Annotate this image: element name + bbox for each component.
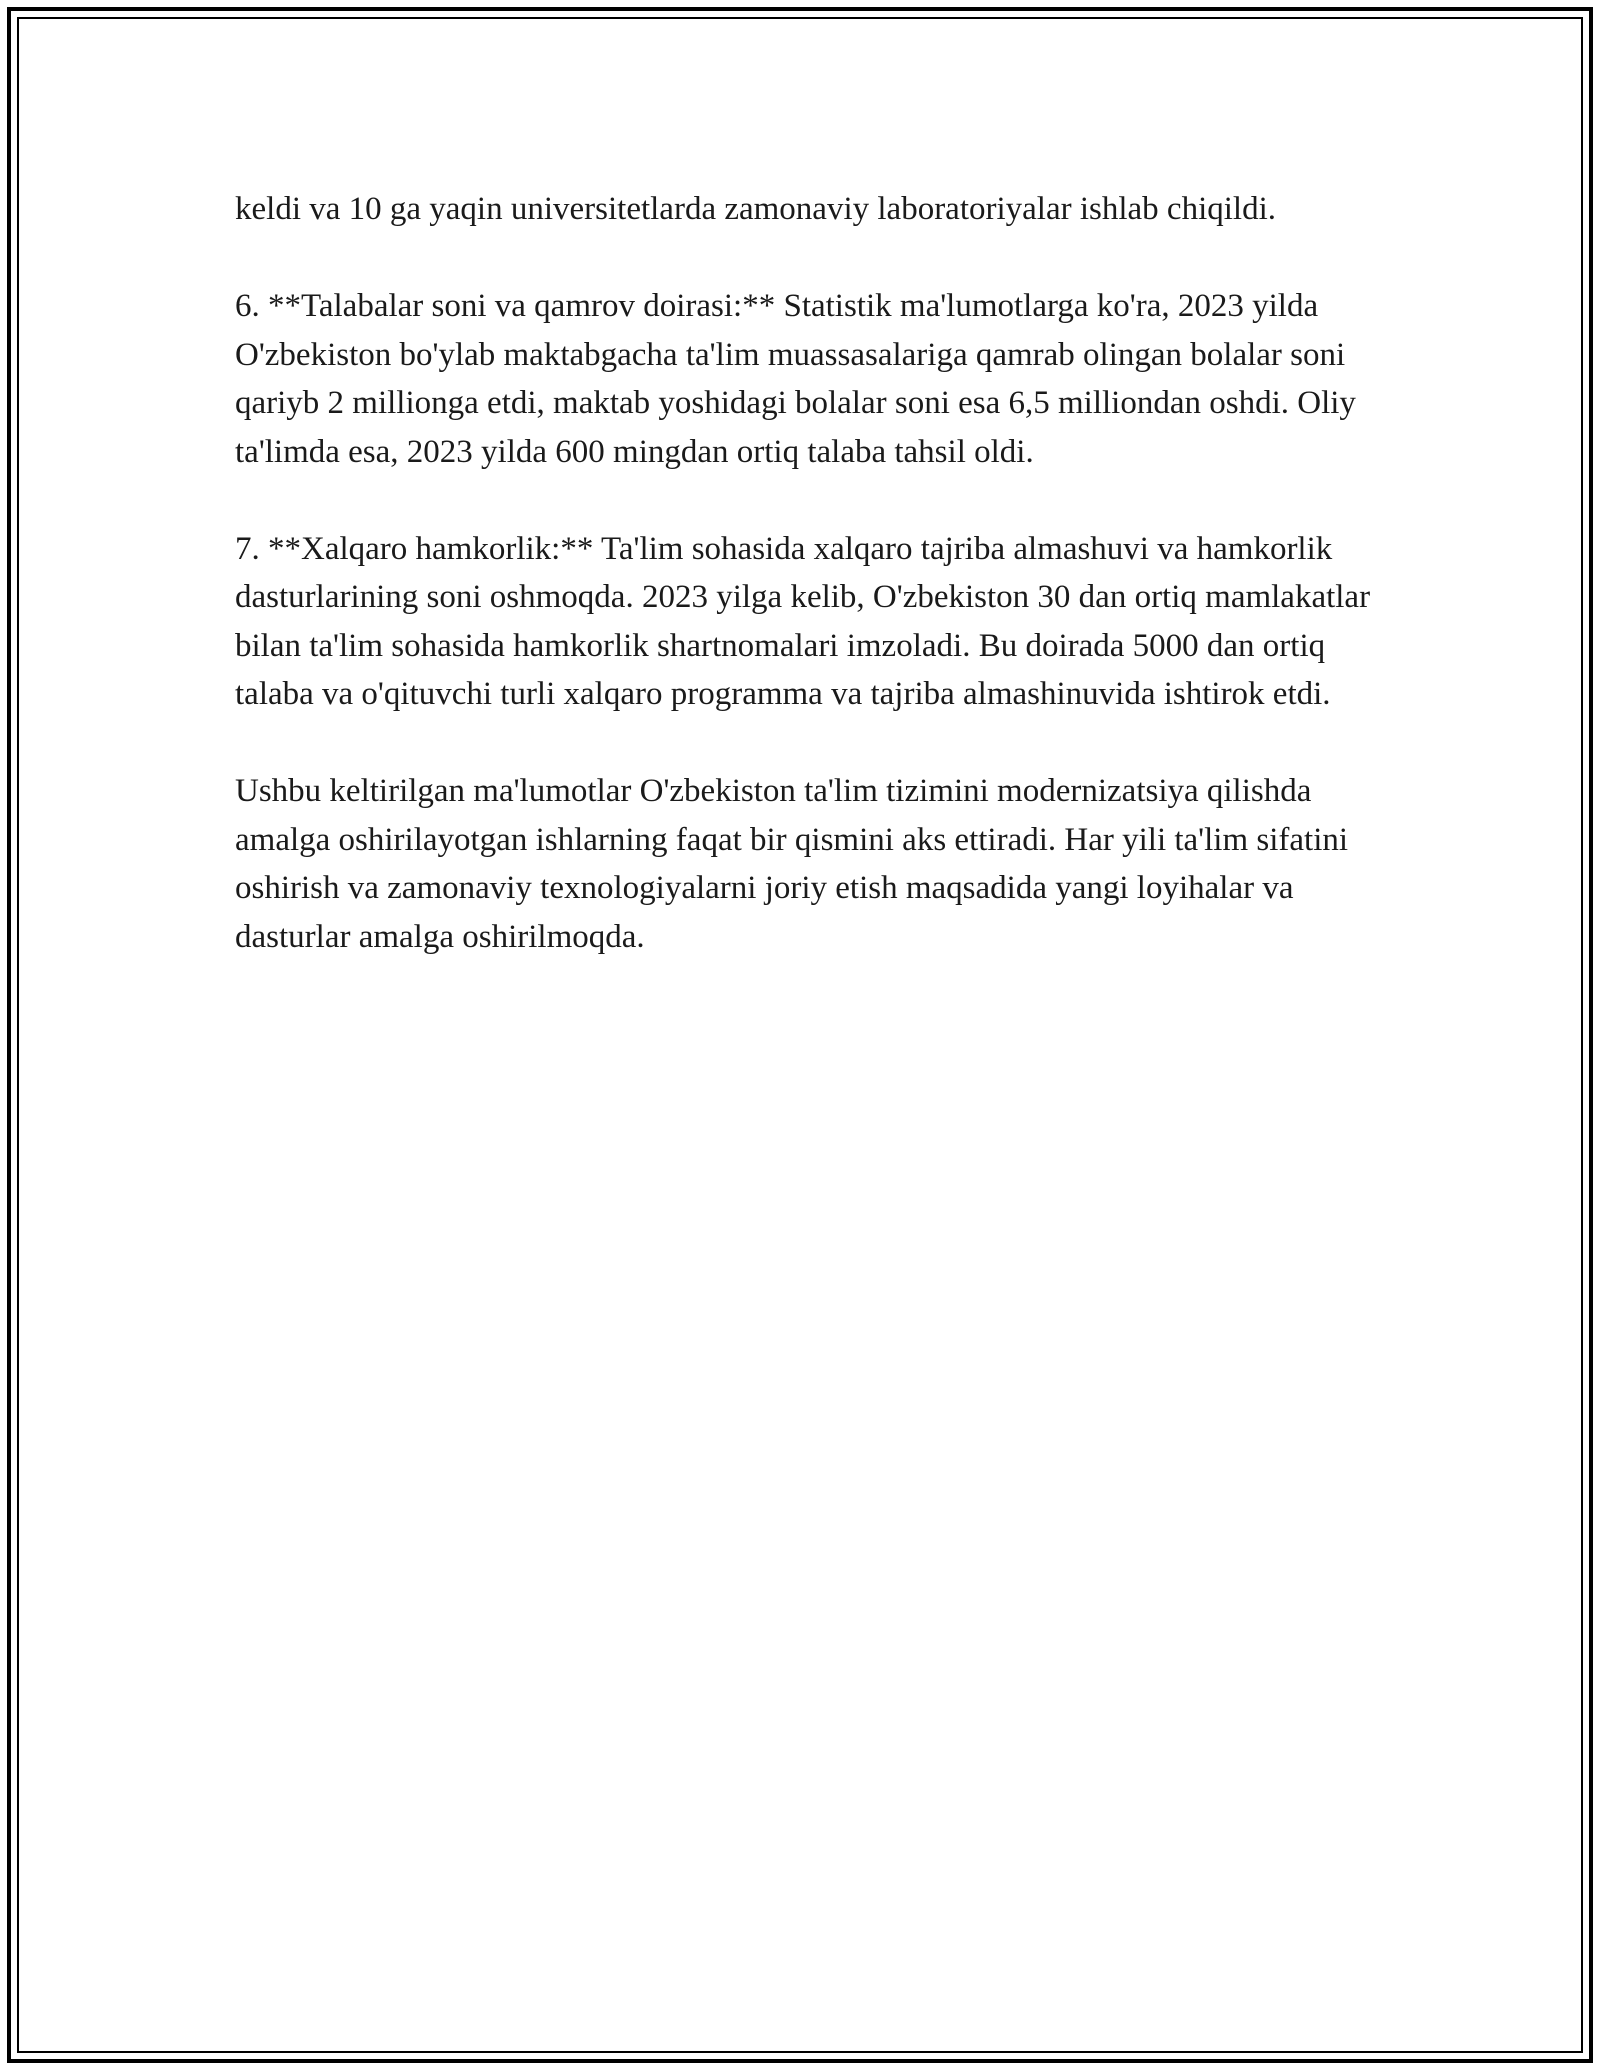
paragraph-student-numbers: 6. **Talabalar soni va qamrov doirasi:** Statistik ma'lumotlarga ko'ra, 2023 yilda O'zbekiston bo'ylab maktabgacha ta'lim muassasalariga qamrab olingan bolalar soni qariyb 2 millionga etdi, maktab yoshidagi bolalar soni esa 6,5 milliondan oshdi. Oliy ta'limda esa, 2023 yilda 600 mingdan ortiq talaba tahsil oldi. [235, 288, 1356, 470]
paragraph-continuation: keldi va 10 ga yaqin universitetlarda zamonaviy laboratoriyalar ishlab chiqildi. [235, 191, 1276, 227]
paragraph-international-cooperation: 7. **Xalqaro hamkorlik:** Ta'lim sohasida xalqaro tajriba almashuvi va hamkorlik dasturlarining soni oshmoqda. 2023 yilga kelib, O'zbekiston 30 dan ortiq mamlakatlar bilan ta'lim sohasida hamkorlik shartnomalari imzoladi. Bu doirada 5000 dan ortiq talaba va o'qituvchi turli xalqaro programma va tajriba almashinuvida ishtirok etdi. [235, 530, 1371, 712]
document-body [235, 185, 1385, 1010]
paragraph-conclusion: Ushbu keltirilgan ma'lumotlar O'zbekiston ta'lim tizimini modernizatsiya qilishda amalga oshirilayotgan ishlarning faqat bir qismini aks ettiradi. Har yili ta'lim sifatini oshirish va zamonaviy texnologiyalarni joriy etish maqsadida yangi loyihalar va dasturlar amalga oshirilmoqda. [235, 773, 1349, 955]
